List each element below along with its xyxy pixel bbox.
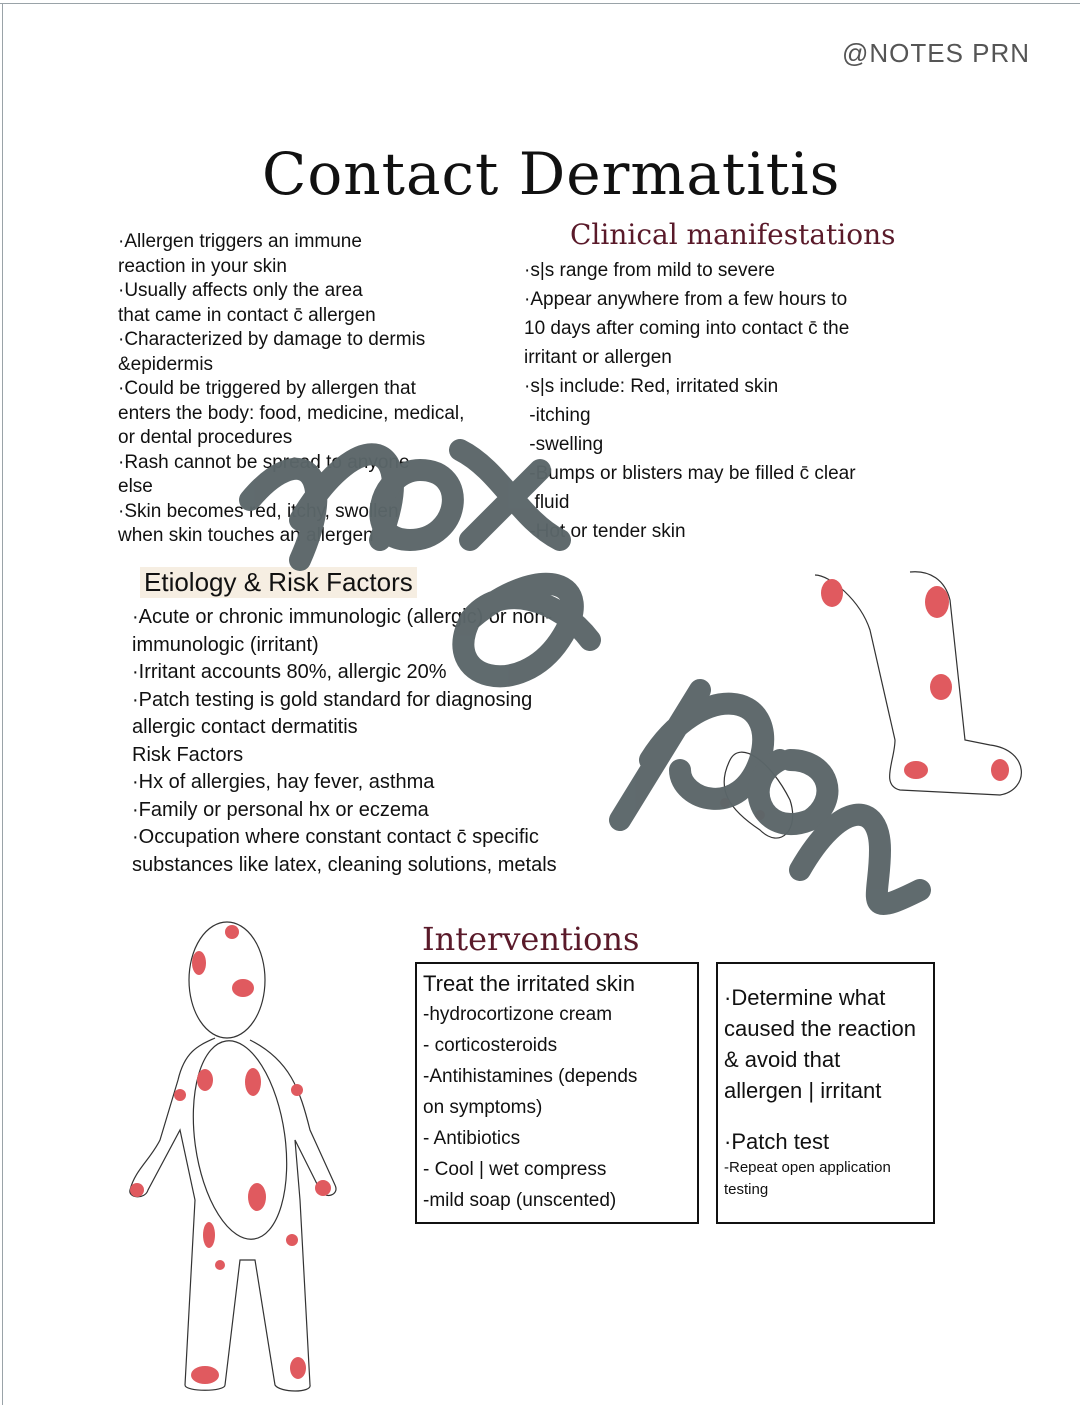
leg-rash-spots <box>720 579 1009 820</box>
note-line: -Hot or tender skin <box>524 521 686 542</box>
clinical-heading: Clinical manifestations <box>570 218 896 251</box>
note-line: -swelling <box>524 434 604 455</box>
rash-spots <box>130 925 331 1384</box>
prevention-line: caused the reaction <box>724 1016 917 1041</box>
treatment-item: -Antihistamines (depends <box>423 1066 638 1087</box>
treatment-item: on symptoms) <box>423 1097 543 1118</box>
note-line: allergic contact dermatitis <box>132 716 358 738</box>
author-handle: @NOTES PRN <box>842 38 1031 68</box>
note-line: ·s|s include: Red, irritated skin <box>524 376 779 397</box>
body-rash-illustration <box>130 922 336 1391</box>
note-line: ·Irritant accounts 80%, allergic 20% <box>132 661 447 683</box>
treatment-item: -mild soap (unscented) <box>423 1190 617 1211</box>
etiology-heading: Etiology & Risk Factors <box>140 567 417 598</box>
patch-test-detail: testing <box>724 1181 769 1198</box>
note-line: that came in contact c̄ allergen <box>118 304 376 326</box>
note-line: -Bumps or blisters may be filled c̄ clear <box>524 463 856 484</box>
note-line: ·Family or personal hx or eczema <box>132 798 429 821</box>
prevention-line: ·Determine what <box>724 985 886 1010</box>
note-line: ·Occupation where constant contact c̄ specific <box>132 826 539 848</box>
note-line: when skin touches an allergen <box>118 525 374 546</box>
note-line: ·Patch testing is gold standard for diagnosing <box>132 688 533 711</box>
note-line: immunologic (irritant) <box>132 633 319 656</box>
note-line: ·Rash cannot be spread to anyone <box>118 451 410 473</box>
note-line: ·Hx of allergies, hay fever, asthma <box>132 771 435 793</box>
note-line: &epidermis <box>118 353 214 375</box>
treatment-box <box>415 962 699 1224</box>
note-line: ·s|s range from mild to severe <box>524 260 775 281</box>
page-border-top <box>0 3 1080 4</box>
note-line: substances like latex, cleaning solutions, metals <box>132 853 557 876</box>
patch-test-detail: -Repeat open application <box>724 1159 891 1176</box>
note-line: enters the body: food, medicine, medical, <box>118 402 465 424</box>
note-line: else <box>118 476 153 497</box>
note-line: ·Skin becomes red, itchy, swollen <box>118 500 399 522</box>
etiology-notes <box>132 604 557 879</box>
page-title: Contact Dermatitis <box>262 140 841 208</box>
overview-notes <box>118 230 464 549</box>
note-line: ·Allergen triggers an immune <box>118 231 362 252</box>
note-line: ·Usually affects only the area <box>118 280 363 301</box>
note-line: -itching <box>524 405 591 426</box>
risk-factors-subheading: Risk Factors <box>132 743 244 766</box>
treatment-item: - corticosteroids <box>423 1035 558 1056</box>
interventions-heading: Interventions <box>422 920 640 958</box>
note-line: reaction in your skin <box>118 255 287 277</box>
patch-test-line: ·Patch test <box>724 1129 830 1154</box>
box-heading: Treat the irritated skin <box>423 971 635 996</box>
prevention-box <box>716 962 935 1224</box>
note-line: fluid <box>524 492 570 513</box>
prevention-line: allergen | irritant <box>724 1078 882 1103</box>
note-line: ·Appear anywhere from a few hours to <box>524 289 848 310</box>
treatment-item: - Antibiotics <box>423 1128 521 1149</box>
note-line: ·Acute or chronic immunologic (allergic) or non- <box>132 606 553 628</box>
treatment-item: - Cool | wet compress <box>423 1159 607 1180</box>
note-line: or dental procedures <box>118 427 293 448</box>
note-line: irritant or allergen <box>524 347 672 368</box>
treatment-item: -hydrocortizone cream <box>423 1004 613 1025</box>
note-line: ·Could be triggered by allergen that <box>118 378 416 399</box>
clinical-notes <box>524 256 856 546</box>
note-line: ·Characterized by damage to dermis <box>118 329 426 350</box>
page-border-left <box>2 3 3 1405</box>
prevention-line: & avoid that <box>724 1047 841 1072</box>
note-line: 10 days after coming into contact c̄ the <box>524 318 850 339</box>
leg-rash-illustration <box>724 572 1021 838</box>
